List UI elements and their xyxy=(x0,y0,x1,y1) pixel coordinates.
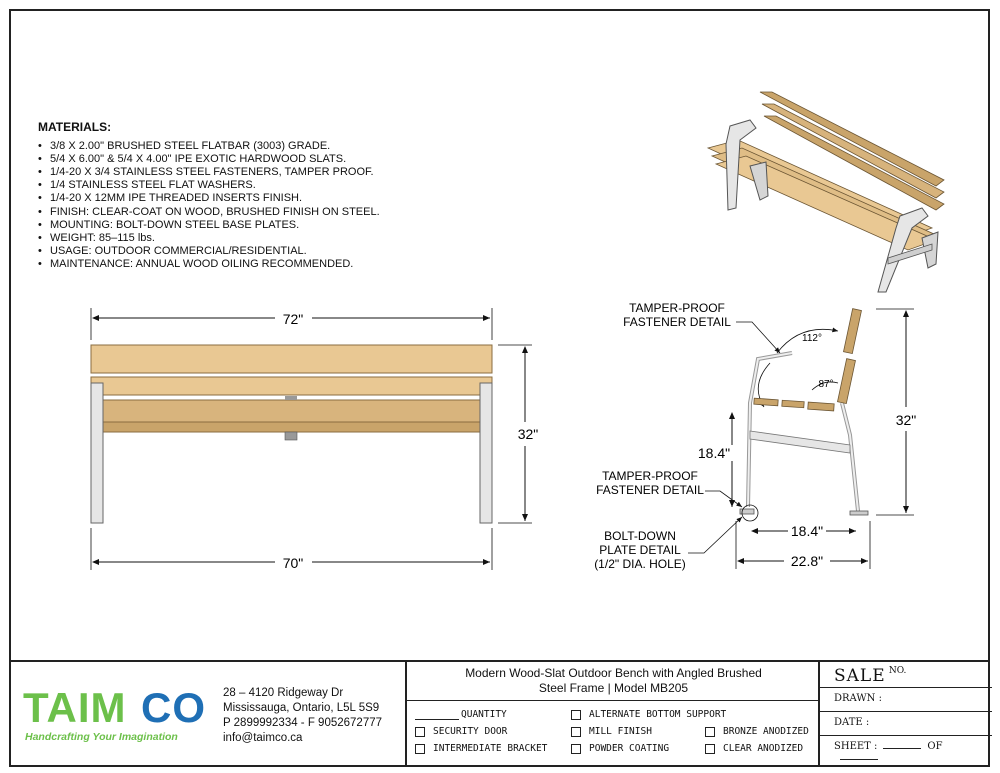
divider xyxy=(407,700,820,701)
address-line: 28 – 4120 Ridgeway Dr xyxy=(223,687,344,699)
option-label: SECURITY DOOR xyxy=(433,726,508,737)
option-mill-finish[interactable] xyxy=(571,726,652,737)
bench-perspective-illustration xyxy=(700,88,950,298)
sheet-total-blank[interactable] xyxy=(840,759,878,760)
front-top-dimension: 72" xyxy=(282,311,304,327)
phone-line: P 2899992334 - F 9052672777 xyxy=(223,717,383,729)
arm-angle-label: 87° xyxy=(818,379,834,390)
front-view-drawing xyxy=(80,300,550,585)
option-bronze-anodized[interactable] xyxy=(705,726,809,737)
product-title xyxy=(407,666,820,696)
option-label: CLEAR ANODIZED xyxy=(723,743,804,754)
checkbox[interactable] xyxy=(571,727,581,737)
checkbox[interactable] xyxy=(415,744,425,754)
quantity-label: QUANTITY xyxy=(461,709,507,720)
option-label: POWDER COATING xyxy=(589,743,670,754)
option-label: INTERMEDIATE BRACKET xyxy=(433,743,548,754)
front-height-dimension: 32" xyxy=(517,426,539,442)
bolt-down-label-1: BOLT-DOWN xyxy=(604,529,676,543)
of-label: OF xyxy=(927,741,943,752)
quantity-field[interactable] xyxy=(415,709,507,720)
option-powder-coating[interactable] xyxy=(571,743,669,754)
date-label: DATE : xyxy=(834,717,870,728)
email-line: info@taimco.ca xyxy=(223,732,303,744)
option-label: MILL FINISH xyxy=(589,726,652,737)
bolt-down-label-3: (1/2" DIA. HOLE) xyxy=(594,557,686,571)
checkbox[interactable] xyxy=(705,744,715,754)
product-panel xyxy=(405,662,818,767)
sheet-number-blank[interactable] xyxy=(883,748,921,749)
option-clear-anodized[interactable] xyxy=(705,743,803,754)
svg-text:CO: CO xyxy=(141,684,206,731)
svg-text:Handcrafting Your Imagination: Handcrafting Your Imagination xyxy=(25,731,178,743)
checkbox[interactable] xyxy=(571,744,581,754)
svg-text:TAIM: TAIM xyxy=(23,684,127,731)
drawn-row[interactable] xyxy=(820,688,992,712)
materials-item: • 3/8 X 2.00" BRUSHED STEEL FLATBAR (3003) GRADE. xyxy=(38,140,380,153)
sale-label: SALE xyxy=(834,666,886,686)
title-block xyxy=(9,660,990,767)
product-title-line: Steel Frame | Model MB205 xyxy=(538,681,689,695)
tamper-proof-top-label-2: FASTENER DETAIL xyxy=(623,315,731,329)
seat-height-dimension: 18.4" xyxy=(697,445,731,461)
sale-panel xyxy=(818,662,990,767)
front-bottom-dimension: 70" xyxy=(282,555,304,571)
checkbox[interactable] xyxy=(571,710,581,720)
company-panel xyxy=(9,662,405,767)
base-depth-dimension: 18.4" xyxy=(790,523,824,539)
quantity-blank[interactable] xyxy=(415,709,459,720)
sale-row xyxy=(820,662,992,688)
back-angle-label: 112° xyxy=(802,333,822,344)
address-line: Mississauga, Ontario, L5L 5S9 xyxy=(223,702,380,714)
company-address xyxy=(223,686,382,746)
sale-no-label: NO. xyxy=(888,666,907,676)
sheet-row[interactable] xyxy=(820,736,992,760)
checkbox[interactable] xyxy=(415,727,425,737)
materials-item: • WEIGHT: 85–115 lbs. xyxy=(38,232,380,245)
product-title-line: Modern Wood-Slat Outdoor Bench with Angled Brushed xyxy=(465,666,762,680)
option-alternate-bottom-support[interactable] xyxy=(571,709,726,720)
materials-item: • 1/4-20 X 12MM IPE THREADED INSERTS FINISH. xyxy=(38,192,380,205)
taimco-logo xyxy=(23,682,213,744)
tamper-proof-bottom-label-2: FASTENER DETAIL xyxy=(596,483,704,497)
materials-heading: MATERIALS: xyxy=(38,120,112,134)
checkbox[interactable] xyxy=(705,727,715,737)
bolt-down-label-2: PLATE DETAIL xyxy=(599,543,681,557)
option-intermediate-bracket[interactable] xyxy=(415,743,547,754)
sheet-label: SHEET : xyxy=(834,741,878,752)
side-height-dimension: 32" xyxy=(895,412,917,428)
materials-items xyxy=(38,140,380,271)
materials-item: • USAGE: OUTDOOR COMMERCIAL/RESIDENTIAL. xyxy=(38,245,380,258)
side-view-drawing xyxy=(580,295,930,585)
overall-depth-dimension: 22.8" xyxy=(790,553,824,569)
option-label: ALTERNATE BOTTOM SUPPORT xyxy=(589,709,727,720)
option-security-door[interactable] xyxy=(415,726,507,737)
materials-item: • 1/4-20 X 3/4 STAINLESS STEEL FASTENERS, TAMPER PROOF. xyxy=(38,166,380,179)
option-label: BRONZE ANODIZED xyxy=(723,726,809,737)
materials-list xyxy=(38,121,380,271)
materials-item: • 1/4 STAINLESS STEEL FLAT WASHERS. xyxy=(38,179,380,192)
drawn-label: DRAWN : xyxy=(834,693,882,704)
materials-item: • 5/4 X 6.00" & 5/4 X 4.00" IPE EXOTIC HARDWOOD SLATS. xyxy=(38,153,380,166)
tamper-proof-bottom-label-1: TAMPER-PROOF xyxy=(602,469,698,483)
tamper-proof-top-label-1: TAMPER-PROOF xyxy=(629,301,725,315)
materials-item: • MAINTENANCE: ANNUAL WOOD OILING RECOMMENDED. xyxy=(38,258,380,271)
date-row[interactable] xyxy=(820,712,992,736)
materials-item: • FINISH: CLEAR-COAT ON WOOD, BRUSHED FINISH ON STEEL. xyxy=(38,206,380,219)
materials-item: • MOUNTING: BOLT-DOWN STEEL BASE PLATES. xyxy=(38,219,380,232)
